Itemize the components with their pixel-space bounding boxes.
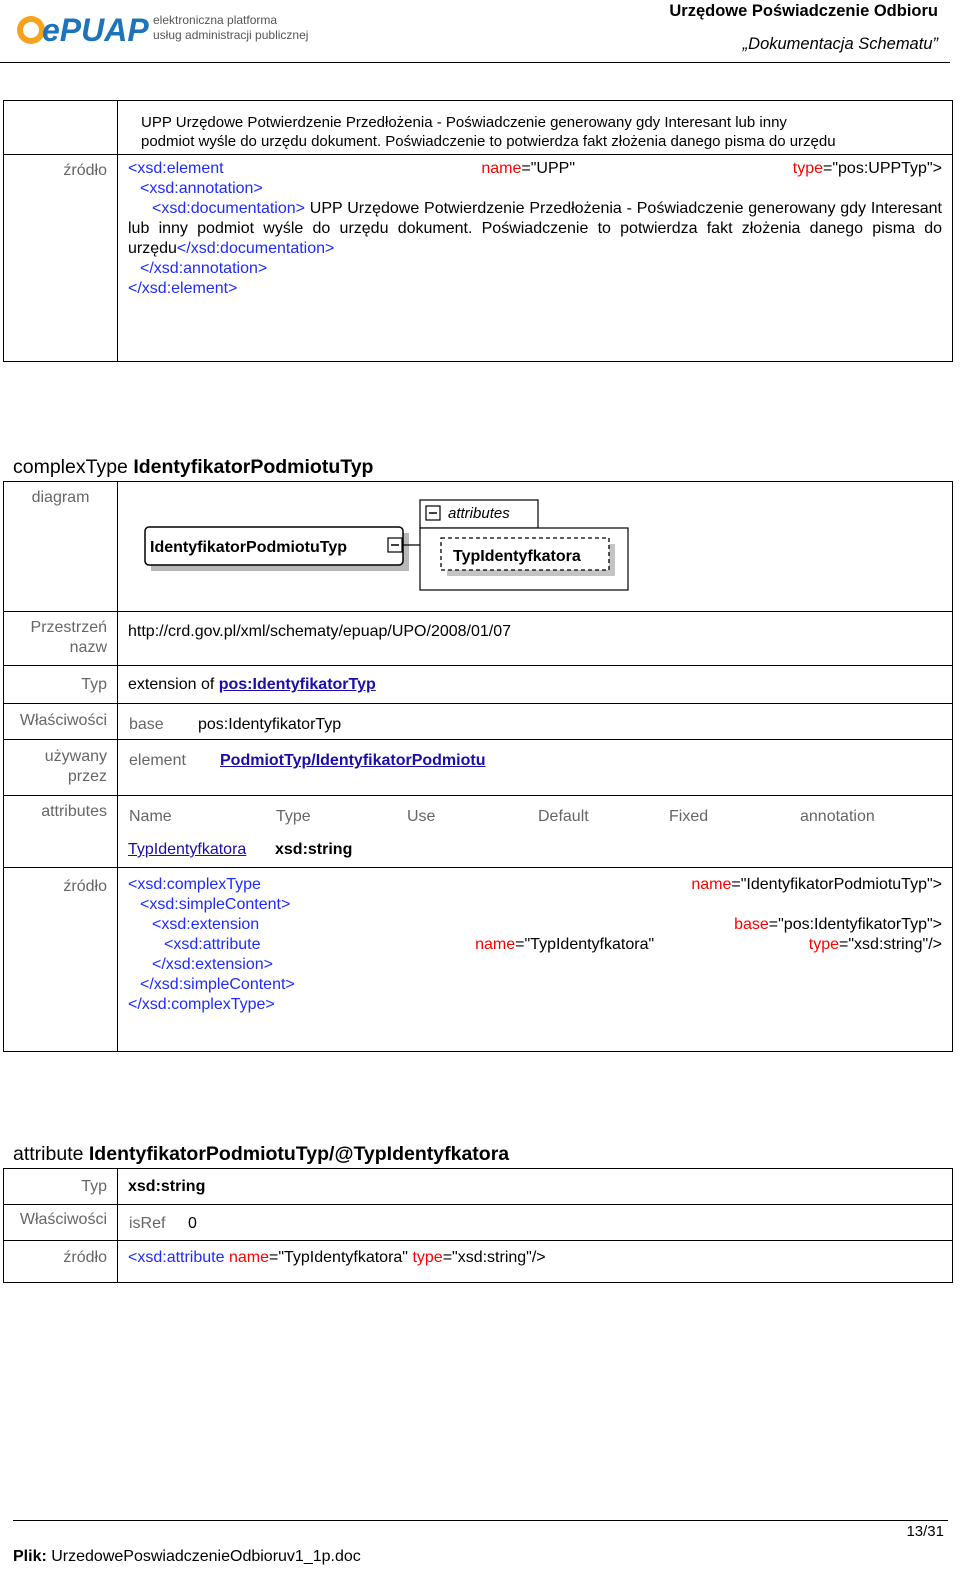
annotation-line: UPP Urzędowe Potwierdzenie Przedłożenia - Poświadczenie generowany gdy Interesant lub inny — [141, 114, 787, 131]
source-line: </xsd:complexType> — [128, 996, 275, 1013]
attribute-source-code: <xsd:attribute name="TypIdentyfkatora" type="xsd:string"/> — [118, 1241, 953, 1283]
complextype-table — [3, 481, 953, 1052]
attributes-group-label: attributes — [448, 505, 510, 522]
attributes-label: attributes — [4, 796, 118, 868]
epuap-logo — [12, 8, 312, 48]
heading-name: IdentyfikatorPodmiotuTyp/@TypIdentyfkatora — [88, 1143, 510, 1165]
logo-tagline-2: usług administracji publicznej — [153, 28, 309, 42]
complextype-source-code — [118, 868, 953, 1052]
diagram-label: diagram — [4, 482, 118, 612]
epuap-logo-graphic — [12, 8, 312, 48]
document-subtitle: „Dokumentacja Schematu” — [742, 35, 938, 53]
source-line: </xsd:simpleContent> — [140, 976, 295, 993]
properties-value — [118, 1205, 953, 1241]
type-value — [118, 666, 953, 704]
footer-file-name: UrzedowePoswiadczenieOdbioruv1_1p.doc — [46, 1548, 361, 1565]
attribute-row — [128, 840, 942, 860]
upp-annotation — [118, 101, 953, 155]
source-line: </xsd:annotation> — [140, 260, 268, 277]
complextype-heading — [13, 456, 373, 479]
properties-value — [118, 704, 953, 740]
logo-wordmark: ePUAP — [42, 12, 149, 48]
source-attr: name="UPP" — [481, 160, 575, 177]
used-by-link[interactable]: PodmiotTyp/IdentyfikatorPodmiotu — [220, 752, 486, 769]
attribute-type: xsd:string — [275, 841, 353, 858]
type-link[interactable]: pos:IdentyfikatorTyp — [218, 676, 376, 693]
source-label: źródło — [4, 868, 118, 1052]
type-box-label: IdentyfikatorPodmiotuTyp — [150, 539, 348, 556]
type-value: xsd:string — [118, 1169, 953, 1205]
document-title: Urzędowe Poświadczenie Odbioru — [669, 2, 938, 20]
attribute-name-link[interactable]: TypIdentyfkatora — [128, 841, 247, 858]
footer-divider — [13, 1520, 948, 1521]
attribute-table — [3, 1168, 953, 1283]
used-by-label: używany przez — [4, 740, 118, 796]
used-by-key: element — [129, 752, 186, 769]
properties-base-value: pos:IdentyfikatorTyp — [198, 716, 342, 733]
schema-diagram — [118, 482, 638, 605]
attributes-table — [118, 796, 953, 868]
properties-isref-value: 0 — [188, 1215, 197, 1232]
header-divider — [0, 62, 950, 63]
source-line: <xsd:complexType name="IdentyfikatorPodmiotuTyp"> — [128, 876, 942, 893]
diagram-cell — [118, 482, 953, 612]
properties-key: base — [129, 716, 164, 733]
upp-source-code — [118, 155, 953, 362]
heading-kind: complexType — [13, 456, 128, 478]
source-line: </xsd:extension> — [152, 956, 273, 973]
upp-element-table — [3, 100, 953, 362]
source-tag: <xsd:element — [128, 160, 224, 177]
attr-box-label: TypIdentyfkatora — [453, 548, 581, 565]
col-type: Type — [276, 808, 311, 825]
namespace-value: http://crd.gov.pl/xml/schematy/epuap/UPO/2008/01/07 — [118, 612, 953, 666]
type-label: Typ — [4, 666, 118, 704]
type-prefix: extension of — [128, 676, 219, 693]
properties-key: isRef — [129, 1215, 166, 1232]
footer-file-label: Plik: — [13, 1548, 47, 1565]
source-documentation: <xsd:documentation> UPP Urzędowe Potwierdzenie Przedłożenia - Poświadczenie generowany gdy Interesant lub inny podmiot wyśle do urzędu dokument. Poświadczenie to potwierdza fakt złożenia danego pisma do urzędu</xsd:documentation> — [128, 200, 942, 257]
heading-kind: attribute — [13, 1143, 84, 1165]
source-line: <xsd:extension base="pos:IdentyfikatorTyp"> — [152, 916, 942, 933]
source-line: </xsd:element> — [128, 280, 238, 297]
logo-tagline-1: elektroniczna platforma — [153, 13, 278, 27]
col-annotation: annotation — [800, 808, 875, 825]
col-fixed: Fixed — [669, 808, 709, 825]
footer-filename — [13, 1548, 361, 1566]
type-label: Typ — [4, 1169, 118, 1205]
source-label: źródło — [4, 1241, 118, 1283]
source-line — [128, 159, 942, 179]
source-line: <xsd:simpleContent> — [140, 896, 291, 913]
properties-label: Właściwości — [4, 1205, 118, 1241]
annotation-line: podmiot wyśle do urzędu dokument. Poświadczenie to potwierdza fakt złożenia danego pisma do urzędu — [141, 133, 836, 150]
attributes-header-row — [128, 807, 942, 827]
source-label: źródło — [4, 155, 118, 362]
used-by-value — [118, 740, 953, 796]
source-line: <xsd:attribute name="TypIdentyfkatora" type="xsd:string"/> — [164, 936, 942, 953]
attribute-heading — [13, 1143, 509, 1166]
empty-label-cell — [4, 101, 118, 155]
col-name: Name — [129, 808, 172, 825]
col-default: Default — [538, 808, 589, 825]
heading-name: IdentyfikatorPodmiotuTyp — [133, 456, 374, 478]
page-number: 13/31 — [906, 1523, 944, 1540]
col-use: Use — [407, 808, 436, 825]
properties-label: Właściwości — [4, 704, 118, 740]
source-attr: type="pos:UPPTyp"> — [792, 160, 942, 177]
source-line: <xsd:annotation> — [140, 180, 263, 197]
namespace-label: Przestrzeń nazw — [4, 612, 118, 666]
